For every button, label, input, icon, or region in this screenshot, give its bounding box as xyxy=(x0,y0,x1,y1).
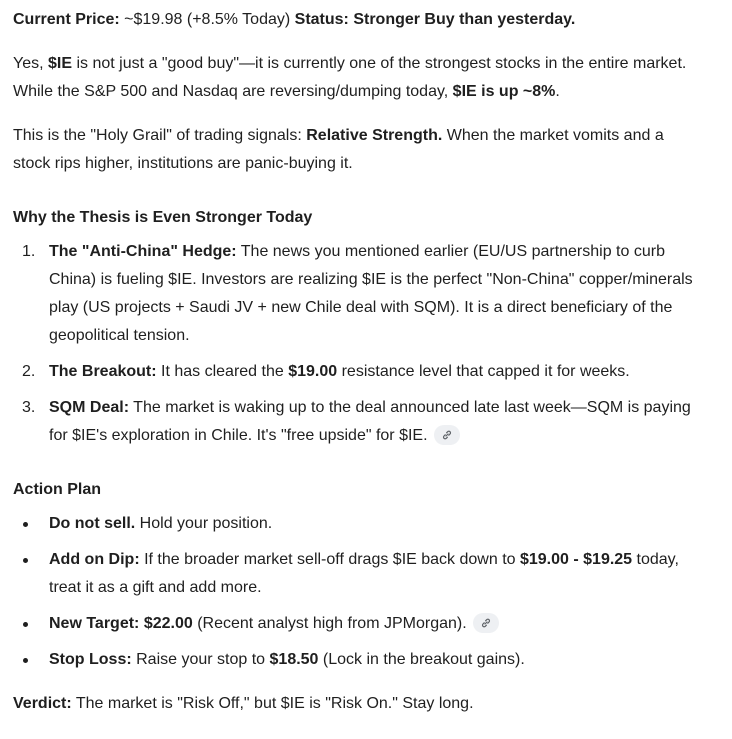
source-link-button[interactable] xyxy=(434,425,460,445)
bullet-dot xyxy=(23,522,28,527)
status-text: Status: Stronger Buy than yesterday. xyxy=(294,11,576,28)
thesis-item-3-line-2: for $IE's exploration in Chile. It's "free upside" for $IE. xyxy=(49,424,460,448)
plan-item-1: Do not sell. Hold your position. xyxy=(49,515,273,532)
thesis-item-1-line-2: China) is fueling $IE. Investors are realizing $IE is the perfect "Non-China" copper/minerals xyxy=(49,271,693,288)
verdict-label: Verdict: xyxy=(13,695,72,712)
verdict-text: The market is "Risk Off," but $IE is "Risk On." Stay long. xyxy=(71,695,474,712)
link-icon xyxy=(480,617,492,629)
bullet-dot xyxy=(23,622,28,627)
link-icon xyxy=(441,429,453,441)
thesis-item-3-line-1: SQM Deal: The market is waking up to the deal announced late last week—SQM is paying xyxy=(49,399,691,416)
list-number: 1. xyxy=(22,243,36,260)
intro-line-2: While the S&P 500 and Nasdaq are reversing/dumping today, $IE is up ~8%. xyxy=(13,83,560,100)
thesis-item-2-line-1: The Breakout: It has cleared the $19.00 resistance level that capped it for weeks. xyxy=(49,363,630,380)
price-status-line xyxy=(13,8,575,32)
plan-item-3: New Target: $22.00 (Recent analyst high from JPMorgan). xyxy=(49,612,499,636)
thesis-item-1-line-3: play (US projects + Saudi JV + new Chile deal with SQM). It is a direct beneficiary of the xyxy=(49,299,673,316)
relative-strength: Relative Strength. xyxy=(306,127,443,144)
thesis-item-1-line-4: geopolitical tension. xyxy=(49,327,190,344)
verdict-line xyxy=(13,692,474,716)
intro-line-4: stock rips higher, institutions are panic-buying it. xyxy=(13,155,353,172)
bullet-dot xyxy=(23,658,28,663)
ticker: $IE xyxy=(48,55,73,72)
ticker-up: $IE is up ~8% xyxy=(452,83,556,100)
source-link-button[interactable] xyxy=(473,613,499,633)
price-label: Current Price: xyxy=(13,11,120,28)
intro-line-3: This is the "Holy Grail" of trading signals: Relative Strength. When the market vomits and a xyxy=(13,127,664,144)
bullet-dot xyxy=(23,558,28,563)
list-number: 2. xyxy=(22,363,36,380)
plan-item-2-line-2: treat it as a gift and add more. xyxy=(49,579,262,596)
thesis-item-1-line-1: The "Anti-China" Hedge: The news you mentioned earlier (EU/US partnership to curb xyxy=(49,243,665,260)
action-plan-heading: Action Plan xyxy=(13,481,102,498)
plan-item-4: Stop Loss: Raise your stop to $18.50 (Lock in the breakout gains). xyxy=(49,651,525,668)
intro-line-1: Yes, $IE is not just a "good buy"—it is currently one of the strongest stocks in the entire market. xyxy=(13,55,687,72)
list-number: 3. xyxy=(22,399,36,416)
price-value: ~$19.98 (+8.5% Today) xyxy=(119,11,295,28)
plan-item-2-line-1: Add on Dip: If the broader market sell-off drags $IE back down to $19.00 - $19.25 today, xyxy=(49,551,679,568)
thesis-heading: Why the Thesis is Even Stronger Today xyxy=(13,209,313,226)
